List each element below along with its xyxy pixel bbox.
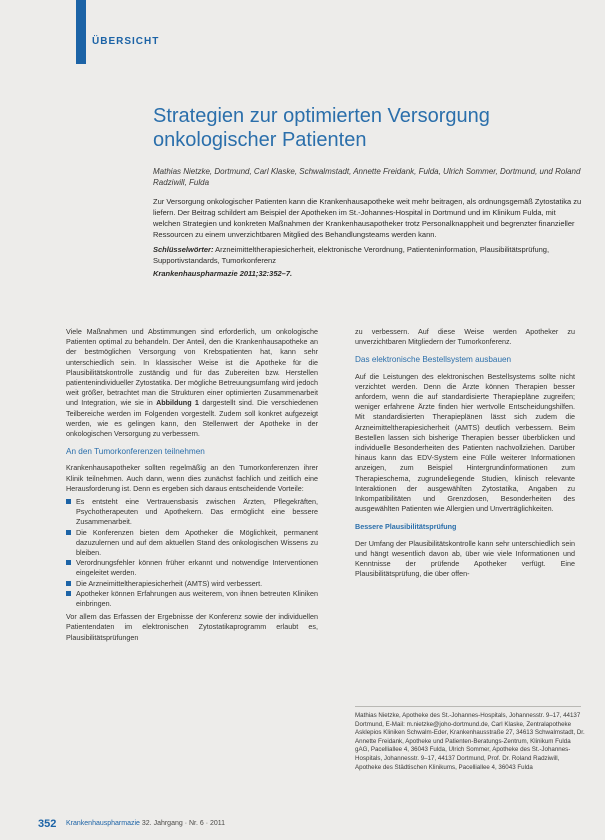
list-item-text: Es entsteht eine Vertrauensbasis zwischen Ärzten, Pflegekräften, Psychotherapeuten und Apothekern. Das ermöglicht eine bessere Zusammenarbeit.: [76, 497, 318, 527]
list-item: [66, 589, 318, 609]
list-item: [66, 579, 318, 589]
right-paragraph-1: zu verbessern. Auf diese Weise werden Apotheker zu unverzichtbaren Mitgliedern der Tumorkonferenz.: [355, 327, 575, 347]
advantages-list: [66, 497, 318, 609]
affiliation-text: Mathias Nietzke, Apotheke des St.-Johannes-Hospitals, Johannesstr. 9–17, 44137 Dortmund, E-Mail: m.nietzke@joho-dortmund.de, Carl Klaske, Zentralapotheke Asklepios Kliniken Schwalm-Eder, Krankenhausstraße 27, 34613 Schwalmstadt, Dr. Annette Freidank, Apotheke und Patienten-Beratungs-Zentrum, Klinikum Fulda gAG, Pacelliallee 4, 36043 Fulda, Ulrich Sommer, Apotheke des St.-Johannes-Hospitals, Johannesstr. 9–17, 44137 Dortmund, Prof. Dr. Roland Radziwill, Apotheke des Städtischen Klinikums, Pacelliallee 4, 36043 Fulda: [355, 712, 585, 771]
section-label: ÜBERSICHT: [92, 36, 160, 47]
footer-journal-name: Krankenhauspharmazie: [66, 820, 140, 827]
abstract-text: Zur Versorgung onkologischer Patienten kann die Krankenhausapotheke weit mehr beitragen, als ordnungsgemäß Zytostatika zu liefern. Der Beitrag schildert am Beispiel der Apotheken im St.-Johannes-Hospital in Dortmund und im Klinikum Fulda, mit welchen Strategien und konkreten Maßnahmen der Krankenhausapotheker trotz Personalknappheit und begrenzter finanzieller Ressourcen zu einem unverzichtbaren Mitglied des Behandlungsteams werden kann.: [153, 197, 582, 239]
left-paragraph-3: Vor allem das Erfassen der Ergebnisse der Konferenz sowie der individuellen Patientendaten im elektronischen Zytostatikaprogramm erlaubt es, Plausibilitätsprüfungen: [66, 612, 318, 642]
subheading-plausibilitaet: Bessere Plausibilitätsprüfung: [355, 522, 457, 532]
footer-journal-line: [66, 820, 225, 827]
keywords-label: Schlüsselwörter:: [153, 245, 214, 254]
figure-reference-link[interactable]: Abbildung 1: [156, 398, 199, 408]
article-abstract-block: [153, 196, 583, 279]
subheading-tumorkonferenzen: An den Tumorkonferenzen teilnehmen: [66, 447, 205, 457]
journal-reference: Krankenhauspharmazie 2011;32:352–7.: [153, 269, 293, 278]
list-item-text: Die Konferenzen bieten dem Apotheker die Möglichkeit, permanent dazuzulernen und auf dem aktuellen Stand des onkologischen Wissens zu bleiben.: [76, 527, 318, 558]
footer-issue: 32. Jahrgang · Nr. 6 · 2011: [141, 820, 226, 827]
article-title: Strategien zur optimierten Versorgung onkologischer Patienten: [153, 105, 490, 151]
right-paragraph-2: Auf die Leistungen des elektronischen Bestellsystems sollte nicht verzichtet werden. Denn die Ärzte können Therapien besser anfordern, wenn die auf standardisierte Therapiepläne zugreifen; weniger erfahrene Ärzte finden hier wertvolle Entscheidungshilfen. Mit standardisierten Therapieplänen lässt sich zudem die Arzneimitteltherapiesicherheit (AMTS) deutlich verbessern. Beim Bestellen lassen sich bisherige Therapien besser überblicken und individuelle Besonderheiten des Patienten nachvollziehen. Darüber hinaus kann das EDV-System eine Fülle weiterer Informationen anzeigen, zum Beispiel Hintergrundinformationen zum Therapieschema, zugrundeliegende Studien, klinisch relevante Interaktionen der ausgewählten Zytostatika, Angaben zu Inkompatibilitäten und Grenzdosen, Besonderheiten des ausgewählten Patienten wie Allergien und Unverträglichkeiten.: [355, 371, 575, 514]
keywords-text: Arzneimitteltherapiesicherheit, elektronische Verordnung, Patienteninformation, Plausibilitätsprüfung, Supportivstandards, Tumorkonferenz: [153, 245, 550, 265]
bullet-square-icon: [66, 581, 71, 586]
list-item-text: Apotheker können Erfahrungen aus weiterem, von ihnen betreuten Kliniken einbringen.: [76, 588, 318, 609]
left-column: [66, 327, 318, 646]
list-item-text: Die Arzneimitteltherapiesicherheit (AMTS) wird verbessert.: [76, 578, 263, 588]
subheading-bestellsystem: Das elektronische Bestellsystem ausbauen: [355, 355, 512, 365]
list-item: [66, 497, 318, 528]
bullet-square-icon: [66, 499, 71, 504]
left-p1-end: dargestellt sind. Die verschiedenen Teilbereiche werden im Folgenden vorgestellt. Zudem soll konkret aufgezeigt werden, wie es gelingen kann, den Stellenwert der Apotheke in der onkologischen Versorgung zu verbessern.: [66, 398, 319, 439]
left-paragraph-1: [66, 327, 318, 439]
right-column: [355, 327, 575, 582]
right-paragraph-3: Der Umfang der Plausibilitätskontrolle kann sehr unterschiedlich sein und hängt wesentlich davon ab, über wie viele Informationen und Kenntnisse der prüfende Apotheker verfügt. Eine Plausibilitätsprüfung, die über offen-: [355, 538, 575, 579]
bullet-square-icon: [66, 591, 71, 596]
bullet-square-icon: [66, 560, 71, 565]
bullet-square-icon: [66, 530, 71, 535]
page-number: 352: [38, 818, 57, 830]
left-paragraph-2: Krankenhausapotheker sollten regelmäßig an den Tumorkonferenzen ihrer Klinik teilnehmen. Auch dann, wenn dies zunächst fachlich und zeitlich eine Herausforderung ist. Denn es ergeben sich daraus entscheidende Vorteile:: [66, 463, 318, 493]
keywords-line: [153, 244, 583, 266]
section-color-bar: [76, 0, 86, 64]
list-item: [66, 528, 318, 559]
list-item-text: Verordnungsfehler können früher erkannt und notwendige Interventionen eingeleitet werden.: [76, 558, 318, 578]
article-authors: Mathias Nietzke, Dortmund, Carl Klaske, Schwalmstadt, Annette Freidank, Fulda, Ulrich Sommer, Dortmund, und Roland Radziwill, Fulda: [153, 167, 581, 187]
list-item: [66, 558, 318, 578]
left-p1-text: Viele Maßnahmen und Abstimmungen sind erforderlich, um onkologische Patienten optimal zu behandeln. Der Anteil, den die Krankenhausapotheke an der bestmöglichen Versorgung von Krebspatienten hat, kann sehr unterschiedlich sein. In klassischer Weise ist die Apotheke für die Plausibilitätskontrolle zuständig und für das Zubereiten bzw. Herstellen patientenindividueller Zytostatika. Der mögliche Betreuungsumfang wird jedoch weit größer, betrachtet man die Strukturen einer optimierten Zusammenarbeit und Integration, wie sie in: [66, 327, 318, 408]
author-affiliations: [355, 712, 585, 772]
affiliation-divider: [355, 706, 581, 707]
